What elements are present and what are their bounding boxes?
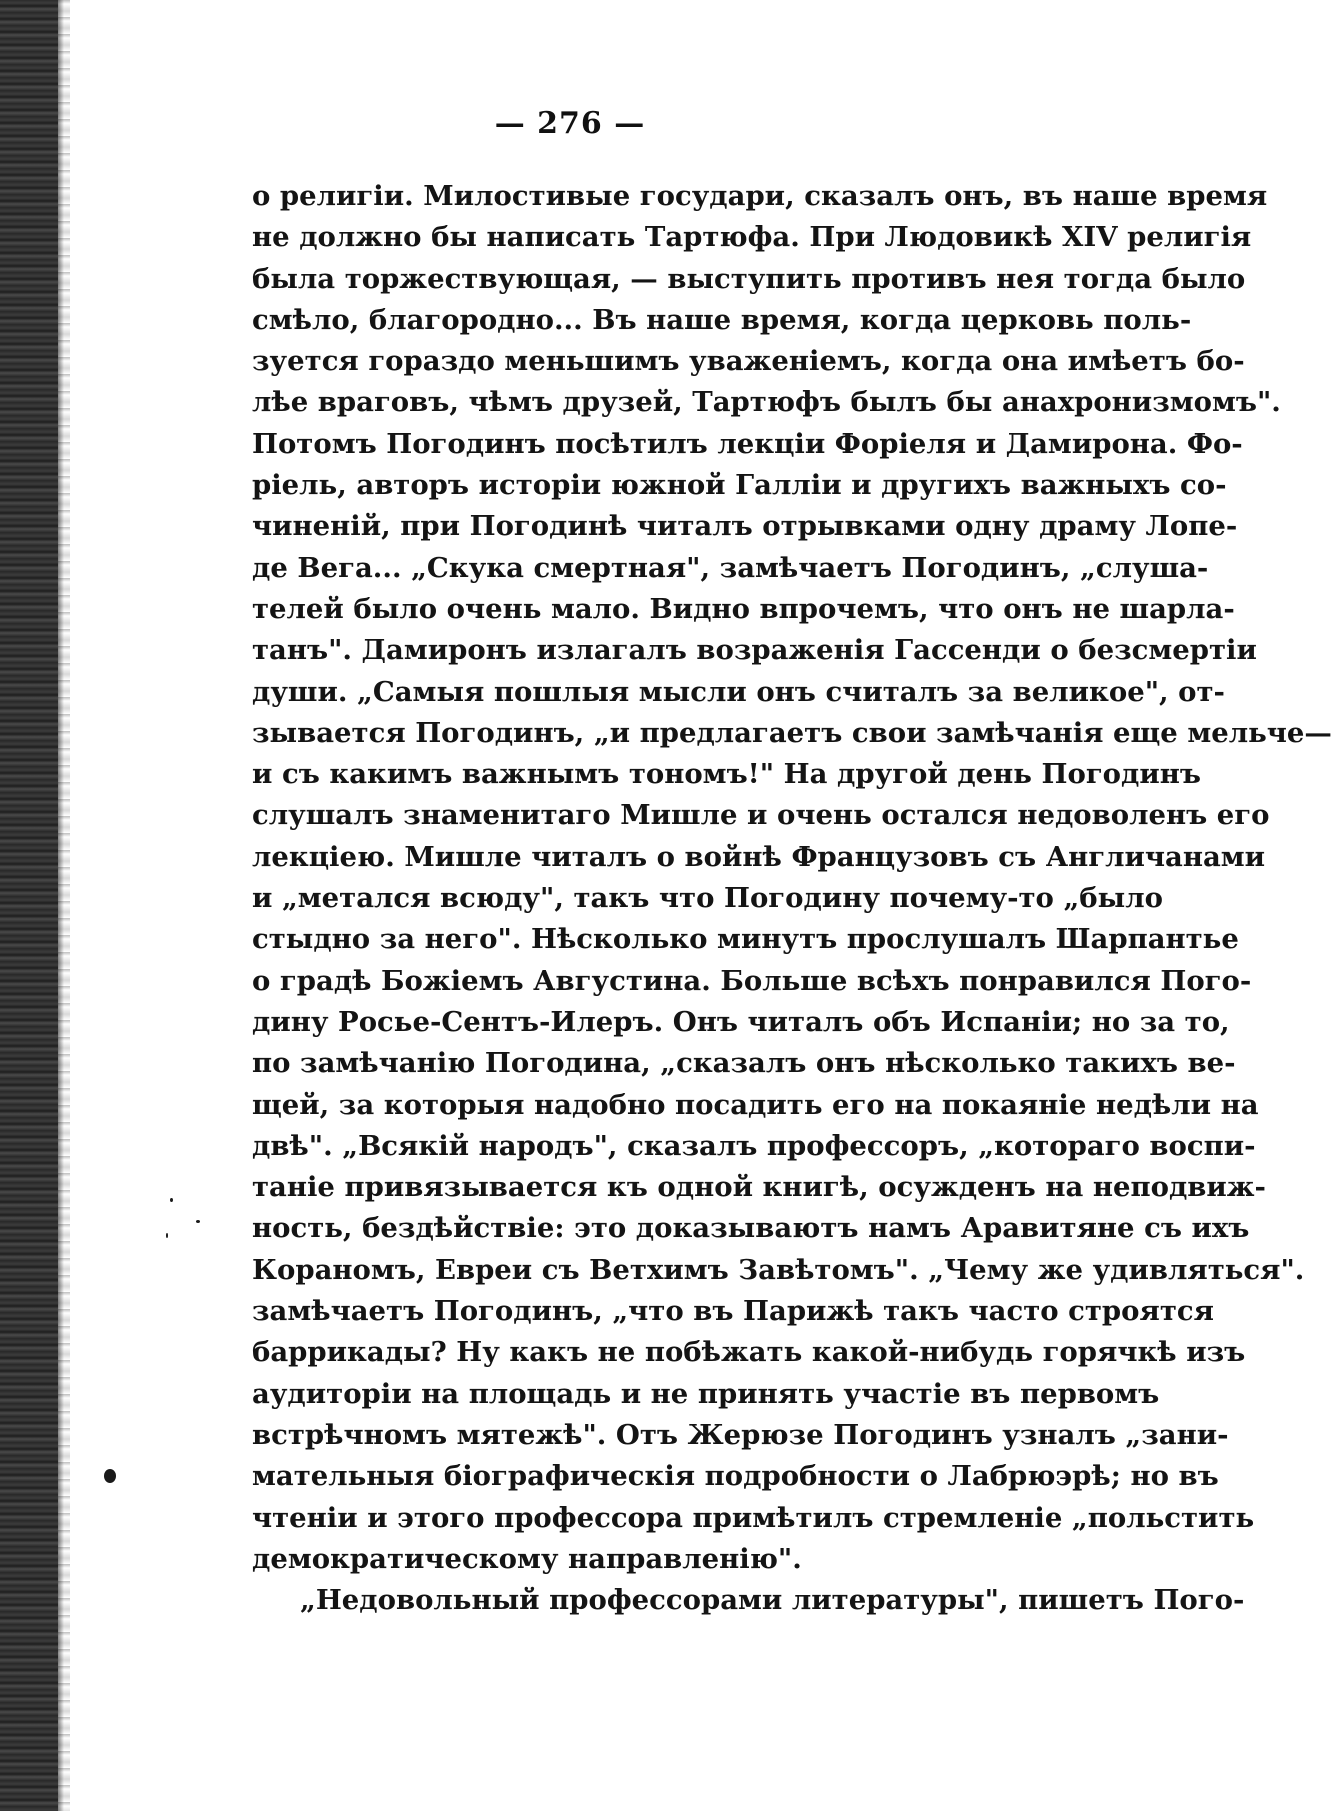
text-line: смѣло, благородно... Въ наше время, когда церковь поль- bbox=[252, 303, 1192, 336]
text-line: слушалъ знаменитаго Мишле и очень остался недоволенъ его bbox=[252, 799, 1270, 832]
text-line: ность, бездѣйствіе: это доказываютъ намъ Аравитяне съ ихъ bbox=[252, 1212, 1250, 1245]
ink-speck bbox=[170, 1198, 173, 1202]
text-line: баррикады? Ну какъ не побѣжать какой-нибудь горячкѣ изъ bbox=[252, 1336, 1246, 1369]
text-line: лѣе враговъ, чѣмъ друзей, Тартюфъ былъ бы анахронизмомъ". bbox=[252, 386, 1281, 419]
text-line: стыдно за него". Нѣсколько минутъ прослушалъ Шарпантье bbox=[252, 923, 1239, 956]
text-line: таніе привязывается къ одной книгѣ, осужденъ на неподвиж- bbox=[252, 1171, 1266, 1204]
text-line: „Недовольный профессорами литературы", пишетъ Пого- bbox=[300, 1584, 1245, 1617]
text-line: де Вега... „Скука смертная", замѣчаетъ Погодинъ, „слуша- bbox=[252, 551, 1209, 584]
text-line: по замѣчанію Погодина, „сказалъ онъ нѣсколько такихъ ве- bbox=[252, 1047, 1236, 1080]
text-line: чтеніи и этого профессора примѣтилъ стремленіе „польстить bbox=[252, 1501, 1255, 1534]
text-line: не должно бы написать Тартюфа. При Людовикѣ XIV религія bbox=[252, 221, 1252, 254]
text-line: Потомъ Погодинъ посѣтилъ лекціи Форіеля и Дамирона. Фо- bbox=[252, 427, 1243, 460]
binding-shadow bbox=[58, 0, 70, 1811]
text-line: танъ". Дамиронъ излагалъ возраженія Гассенди о безсмертіи bbox=[252, 634, 1257, 667]
text-line: замѣчаетъ Погодинъ, „что въ Парижѣ такъ часто строятся bbox=[252, 1295, 1214, 1328]
text-line: ріель, авторъ исторіи южной Галліи и другихъ важныхъ со- bbox=[252, 469, 1227, 502]
body-text bbox=[252, 176, 1332, 1621]
text-line: Кораномъ, Евреи съ Ветхимъ Завѣтомъ". „Чему же удивляться". bbox=[252, 1253, 1305, 1286]
text-line: зывается Погодинъ, „и предлагаетъ свои замѣчанія еще мельче— bbox=[252, 716, 1332, 749]
text-line: о градѣ Божіемъ Августина. Больше всѣхъ понравился Пого- bbox=[252, 964, 1252, 997]
ink-blot bbox=[104, 1469, 116, 1483]
text-line: аудиторіи на площадь и не принять участіе въ первомъ bbox=[252, 1377, 1160, 1410]
text-line: двѣ". „Всякій народъ", сказалъ профессоръ, „котораго воспи- bbox=[252, 1129, 1256, 1162]
book-binding-edge bbox=[0, 0, 58, 1811]
text-line: души. „Самыя пошлыя мысли онъ считалъ за великое", от- bbox=[252, 675, 1225, 708]
text-line: и „метался всюду", такъ что Погодину почему-то „было bbox=[252, 882, 1163, 915]
text-line: о религіи. Милостивые государи, сказалъ онъ, въ наше время bbox=[252, 180, 1268, 212]
ink-speck bbox=[196, 1220, 200, 1223]
text-line: встрѣчномъ мятежѣ". Отъ Жерюзе Погодинъ узналъ „зани- bbox=[252, 1418, 1229, 1451]
text-line: была торжествующая, — выступить противъ нея тогда было bbox=[252, 262, 1246, 295]
text-line: демократическому направленію". bbox=[252, 1542, 802, 1575]
text-line: мательныя біографическія подробности о Лабрюэрѣ; но въ bbox=[252, 1460, 1219, 1493]
ink-speck bbox=[166, 1233, 168, 1238]
page-number: — 276 — bbox=[494, 106, 646, 141]
text-line: чиненій, при Погодинѣ читалъ отрывками одну драму Лопе- bbox=[252, 510, 1238, 543]
text-line: телей было очень мало. Видно впрочемъ, что онъ не шарла- bbox=[252, 592, 1235, 625]
text-line: дину Росье-Сентъ-Илеръ. Онъ читалъ объ Испаніи; но за то, bbox=[252, 1005, 1230, 1038]
text-line: и съ какимъ важнымъ тономъ!" На другой день Погодинъ bbox=[252, 758, 1201, 791]
text-line: зуется гораздо меньшимъ уваженіемъ, когда она имѣетъ бо- bbox=[252, 345, 1245, 378]
text-line: щей, за которыя надобно посадить его на покаяніе недѣли на bbox=[252, 1088, 1259, 1121]
text-line: лекціею. Мишле читалъ о войнѣ Французовъ съ Англичанами bbox=[252, 840, 1266, 873]
